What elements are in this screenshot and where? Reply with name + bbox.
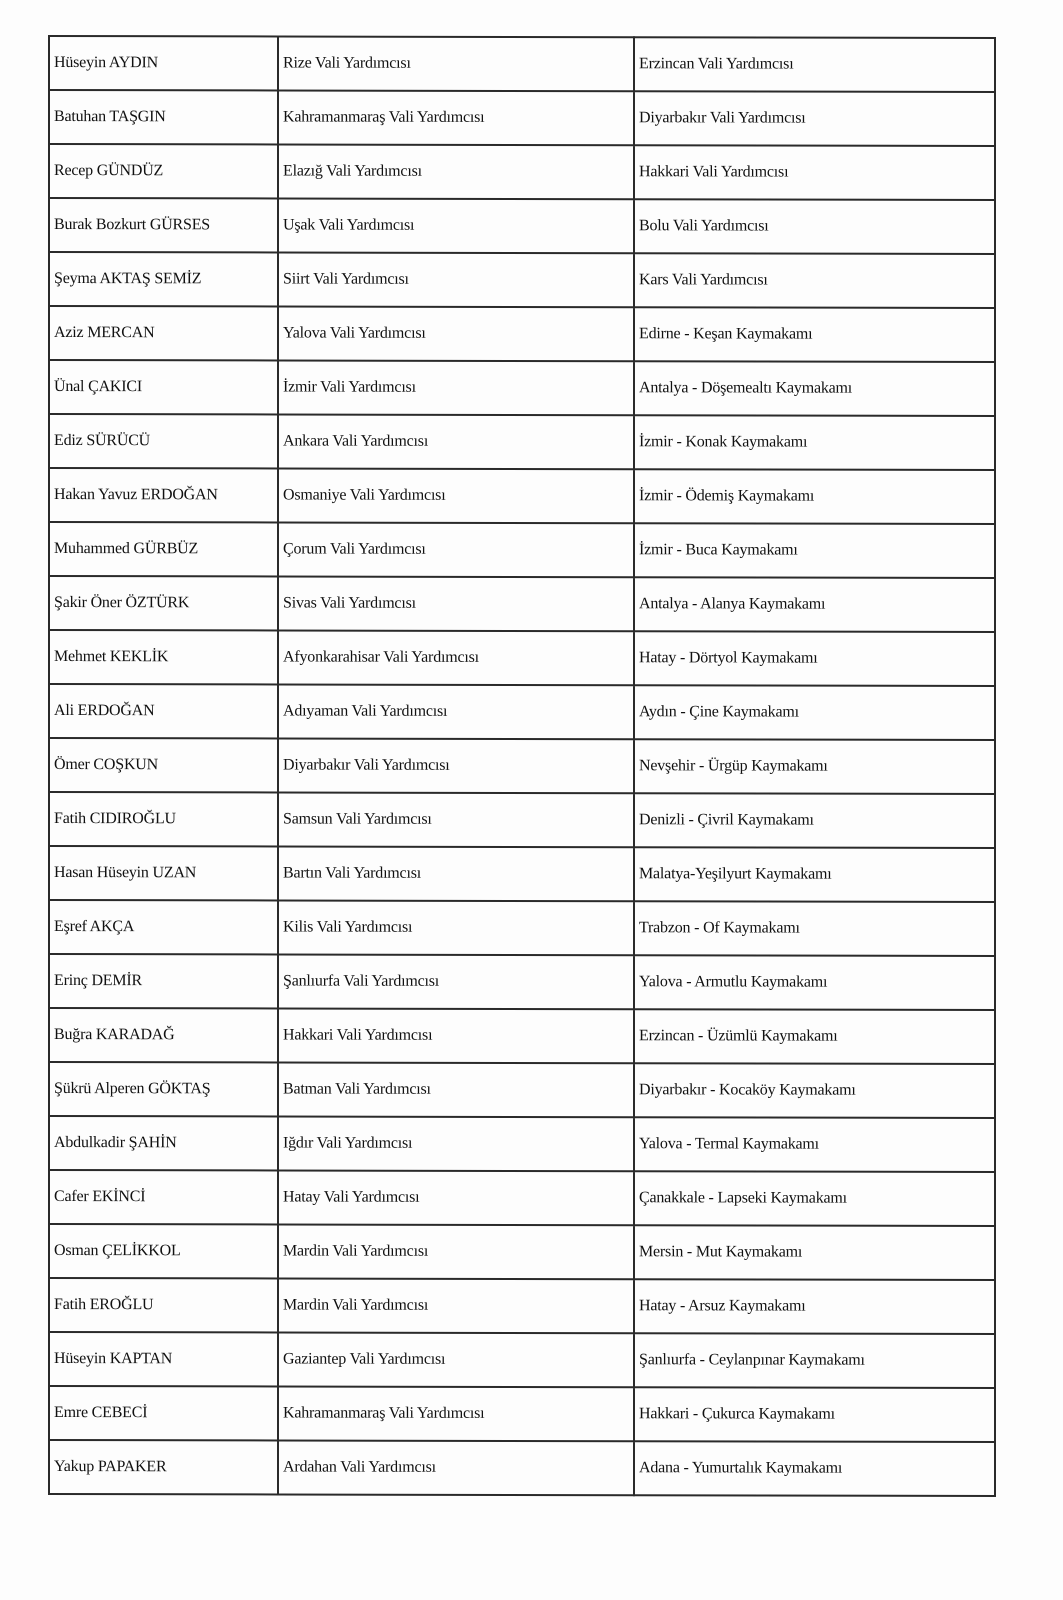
new-post-cell: Kars Vali Yardımcısı (634, 253, 995, 308)
new-post-cell: Yalova - Armutlu Kaymakamı (634, 955, 995, 1010)
table-row (49, 1008, 995, 1064)
current-post-cell: Kahramanmaraş Vali Yardımcısı (278, 1386, 634, 1441)
name-cell: Abdulkadir ŞAHİN (49, 1116, 278, 1170)
table-row (49, 738, 995, 794)
new-post-cell: Nevşehir - Ürgüp Kaymakamı (634, 739, 995, 794)
new-post-cell: Yalova - Termal Kaymakamı (634, 1117, 995, 1172)
table-row (49, 792, 995, 848)
name-cell: Batuhan TAŞGIN (49, 90, 278, 144)
table-row (49, 144, 995, 200)
new-post-cell: Mersin - Mut Kaymakamı (634, 1225, 995, 1280)
name-cell: Ömer COŞKUN (49, 738, 278, 792)
name-cell: Osman ÇELİKKOL (49, 1224, 278, 1278)
new-post-cell: Hatay - Dörtyol Kaymakamı (634, 631, 995, 686)
table-row (49, 306, 995, 362)
current-post-cell: Çorum Vali Yardımcısı (278, 522, 634, 577)
new-post-cell: Adana - Yumurtalık Kaymakamı (634, 1441, 995, 1496)
new-post-cell: Antalya - Alanya Kaymakamı (634, 577, 995, 632)
table-row (49, 1170, 995, 1226)
name-cell: Erinç DEMİR (49, 954, 278, 1008)
current-post-cell: Hakkari Vali Yardımcısı (278, 1008, 634, 1063)
current-post-cell: Uşak Vali Yardımcısı (278, 198, 634, 253)
table-row (49, 1278, 995, 1334)
table-row (49, 522, 995, 578)
name-cell: Eşref AKÇA (49, 900, 278, 954)
name-cell: Emre CEBECİ (49, 1386, 278, 1440)
current-post-cell: Hatay Vali Yardımcısı (278, 1170, 634, 1225)
name-cell: Yakup PAPAKER (49, 1440, 278, 1494)
new-post-cell: İzmir - Buca Kaymakamı (634, 523, 995, 578)
table-row (49, 414, 995, 470)
current-post-cell: Iğdır Vali Yardımcısı (278, 1116, 634, 1171)
name-cell: Recep GÜNDÜZ (49, 144, 278, 198)
current-post-cell: Elazığ Vali Yardımcısı (278, 144, 634, 199)
name-cell: Ediz SÜRÜCÜ (49, 414, 278, 468)
new-post-cell: Çanakkale - Lapseki Kaymakamı (634, 1171, 995, 1226)
current-post-cell: Mardin Vali Yardımcısı (278, 1224, 634, 1279)
current-post-cell: Şanlıurfa Vali Yardımcısı (278, 954, 634, 1009)
current-post-cell: Mardin Vali Yardımcısı (278, 1278, 634, 1333)
current-post-cell: Ankara Vali Yardımcısı (278, 414, 634, 469)
new-post-cell: Şanlıurfa - Ceylanpınar Kaymakamı (634, 1333, 995, 1388)
new-post-cell: Erzincan - Üzümlü Kaymakamı (634, 1009, 995, 1064)
current-post-cell: Siirt Vali Yardımcısı (278, 252, 634, 307)
table-row (49, 1332, 995, 1388)
table-row (49, 198, 995, 254)
name-cell: Burak Bozkurt GÜRSES (49, 198, 278, 252)
name-cell: Hakan Yavuz ERDOĞAN (49, 468, 278, 522)
new-post-cell: Edirne - Keşan Kaymakamı (634, 307, 995, 362)
current-post-cell: Osmaniye Vali Yardımcısı (278, 468, 634, 523)
new-post-cell: Malatya-Yeşilyurt Kaymakamı (634, 847, 995, 902)
name-cell: Aziz MERCAN (49, 306, 278, 360)
new-post-cell: Bolu Vali Yardımcısı (634, 199, 995, 254)
table-row (49, 1062, 995, 1118)
table-row (49, 252, 995, 308)
name-cell: Şakir Öner ÖZTÜRK (49, 576, 278, 630)
name-cell: Fatih EROĞLU (49, 1278, 278, 1332)
name-cell: Ali ERDOĞAN (49, 684, 278, 738)
table-row (49, 1440, 995, 1496)
appointments-table (48, 35, 996, 1497)
new-post-cell: Antalya - Döşemealtı Kaymakamı (634, 361, 995, 416)
name-cell: Hüseyin KAPTAN (49, 1332, 278, 1386)
new-post-cell: Erzincan Vali Yardımcısı (634, 37, 995, 92)
new-post-cell: Trabzon - Of Kaymakamı (634, 901, 995, 956)
table-row (49, 900, 995, 956)
table-row (49, 684, 995, 740)
name-cell: Cafer EKİNCİ (49, 1170, 278, 1224)
name-cell: Şeyma AKTAŞ SEMİZ (49, 252, 278, 306)
table-row (49, 468, 995, 524)
name-cell: Mehmet KEKLİK (49, 630, 278, 684)
name-cell: Hüseyin AYDIN (49, 36, 278, 90)
current-post-cell: Yalova Vali Yardımcısı (278, 306, 634, 361)
table-row (49, 846, 995, 902)
name-cell: Buğra KARADAĞ (49, 1008, 278, 1062)
new-post-cell: İzmir - Konak Kaymakamı (634, 415, 995, 470)
new-post-cell: Diyarbakır Vali Yardımcısı (634, 91, 995, 146)
appointments-table-body (49, 36, 995, 1496)
new-post-cell: Aydın - Çine Kaymakamı (634, 685, 995, 740)
new-post-cell: İzmir - Ödemiş Kaymakamı (634, 469, 995, 524)
table-row (49, 90, 995, 146)
new-post-cell: Diyarbakır - Kocaköy Kaymakamı (634, 1063, 995, 1118)
current-post-cell: Bartın Vali Yardımcısı (278, 846, 634, 901)
table-row (49, 954, 995, 1010)
current-post-cell: Diyarbakır Vali Yardımcısı (278, 738, 634, 793)
table-row (49, 360, 995, 416)
table-row (49, 576, 995, 632)
new-post-cell: Hakkari Vali Yardımcısı (634, 145, 995, 200)
table-row (49, 1224, 995, 1280)
current-post-cell: Ardahan Vali Yardımcısı (278, 1440, 634, 1495)
current-post-cell: Kahramanmaraş Vali Yardımcısı (278, 90, 634, 145)
table-row (49, 630, 995, 686)
current-post-cell: Samsun Vali Yardımcısı (278, 792, 634, 847)
new-post-cell: Hakkari - Çukurca Kaymakamı (634, 1387, 995, 1442)
name-cell: Şükrü Alperen GÖKTAŞ (49, 1062, 278, 1116)
name-cell: Fatih CIDIROĞLU (49, 792, 278, 846)
table-row (49, 36, 995, 92)
current-post-cell: Gaziantep Vali Yardımcısı (278, 1332, 634, 1387)
current-post-cell: Kilis Vali Yardımcısı (278, 900, 634, 955)
current-post-cell: Rize Vali Yardımcısı (278, 36, 634, 91)
new-post-cell: Denizli - Çivril Kaymakamı (634, 793, 995, 848)
name-cell: Hasan Hüseyin UZAN (49, 846, 278, 900)
current-post-cell: Afyonkarahisar Vali Yardımcısı (278, 630, 634, 685)
current-post-cell: Sivas Vali Yardımcısı (278, 576, 634, 631)
current-post-cell: Adıyaman Vali Yardımcısı (278, 684, 634, 739)
current-post-cell: İzmir Vali Yardımcısı (278, 360, 634, 415)
table-row (49, 1386, 995, 1442)
table-row (49, 1116, 995, 1172)
name-cell: Ünal ÇAKICI (49, 360, 278, 414)
current-post-cell: Batman Vali Yardımcısı (278, 1062, 634, 1117)
name-cell: Muhammed GÜRBÜZ (49, 522, 278, 576)
new-post-cell: Hatay - Arsuz Kaymakamı (634, 1279, 995, 1334)
